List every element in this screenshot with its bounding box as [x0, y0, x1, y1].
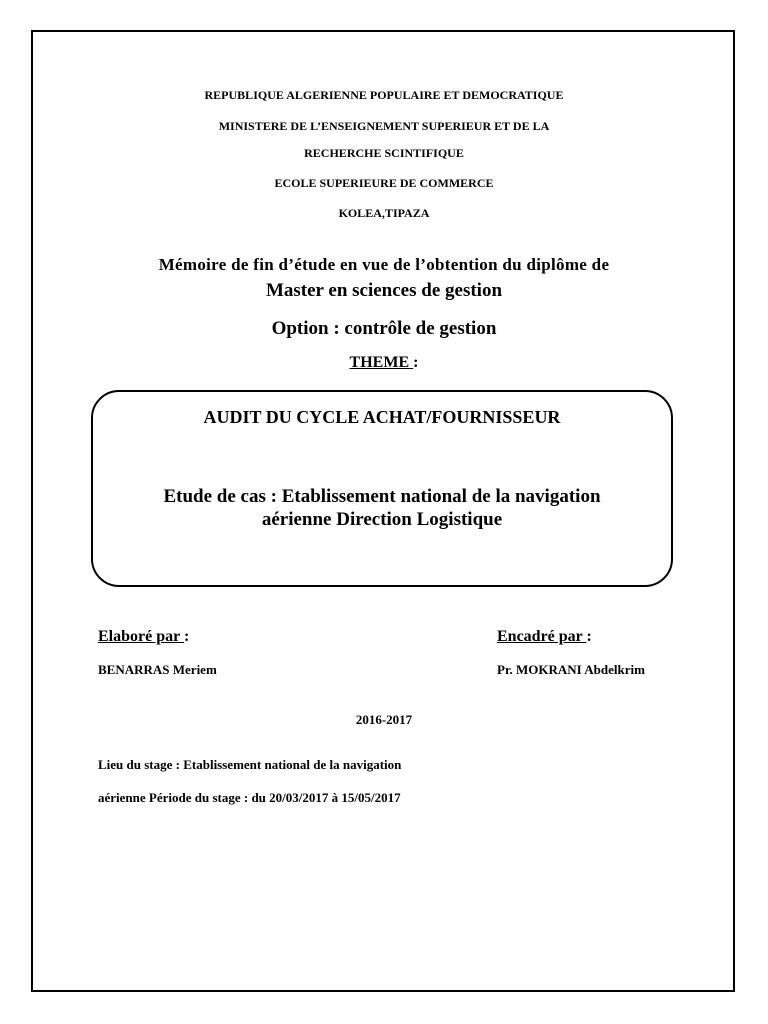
prepared-by-colon: : [183, 628, 190, 645]
prepared-by-label [98, 628, 189, 646]
memoire-title-line2: Master en sciences de gestion [265, 280, 503, 301]
supervised-by-name: Pr. MOKRANI Abdelkrim [497, 662, 645, 677]
ministry-heading-line2: RECHERCHE SCINTIFIQUE [304, 146, 464, 160]
theme-label: THEME [349, 354, 414, 371]
option-title: Option : contrôle de gestion [271, 318, 497, 339]
theme-colon: : [413, 354, 419, 371]
internship-line2: aérienne Période du stage : du 20/03/2017 à 15/05/2017 [98, 790, 401, 805]
location-heading: KOLEA,TIPAZA [338, 206, 430, 220]
supervised-by-label [497, 628, 592, 646]
supervised-by-label-text: Encadré par [497, 628, 587, 645]
school-heading: ECOLE SUPERIEURE DE COMMERCE [274, 176, 494, 190]
theme-box [91, 390, 673, 587]
republic-heading: REPUBLIQUE ALGERIENNE POPULAIRE ET DEMOCRATIQUE [204, 88, 564, 102]
memoire-title-line1: Mémoire de fin d’étude en vue de l’obtention du diplôme de [158, 255, 610, 274]
case-study-line2: aérienne Direction Logistique [261, 509, 503, 530]
supervised-by-colon: : [586, 628, 592, 645]
prepared-by-label-text: Elaboré par [98, 628, 184, 645]
prepared-by-name: BENARRAS Meriem [98, 662, 217, 677]
theme-subject: AUDIT DU CYCLE ACHAT/FOURNISSEUR [203, 407, 561, 427]
ministry-heading-line1: MINISTERE DE L’ENSEIGNEMENT SUPERIEUR ET DE LA [218, 119, 550, 133]
internship-line1: Lieu du stage : Etablissement national de la navigation [98, 757, 402, 772]
case-study-line1: Etude de cas : Etablissement national de la navigation [163, 486, 601, 507]
academic-year: 2016-2017 [355, 712, 413, 727]
theme-heading [0, 354, 768, 372]
